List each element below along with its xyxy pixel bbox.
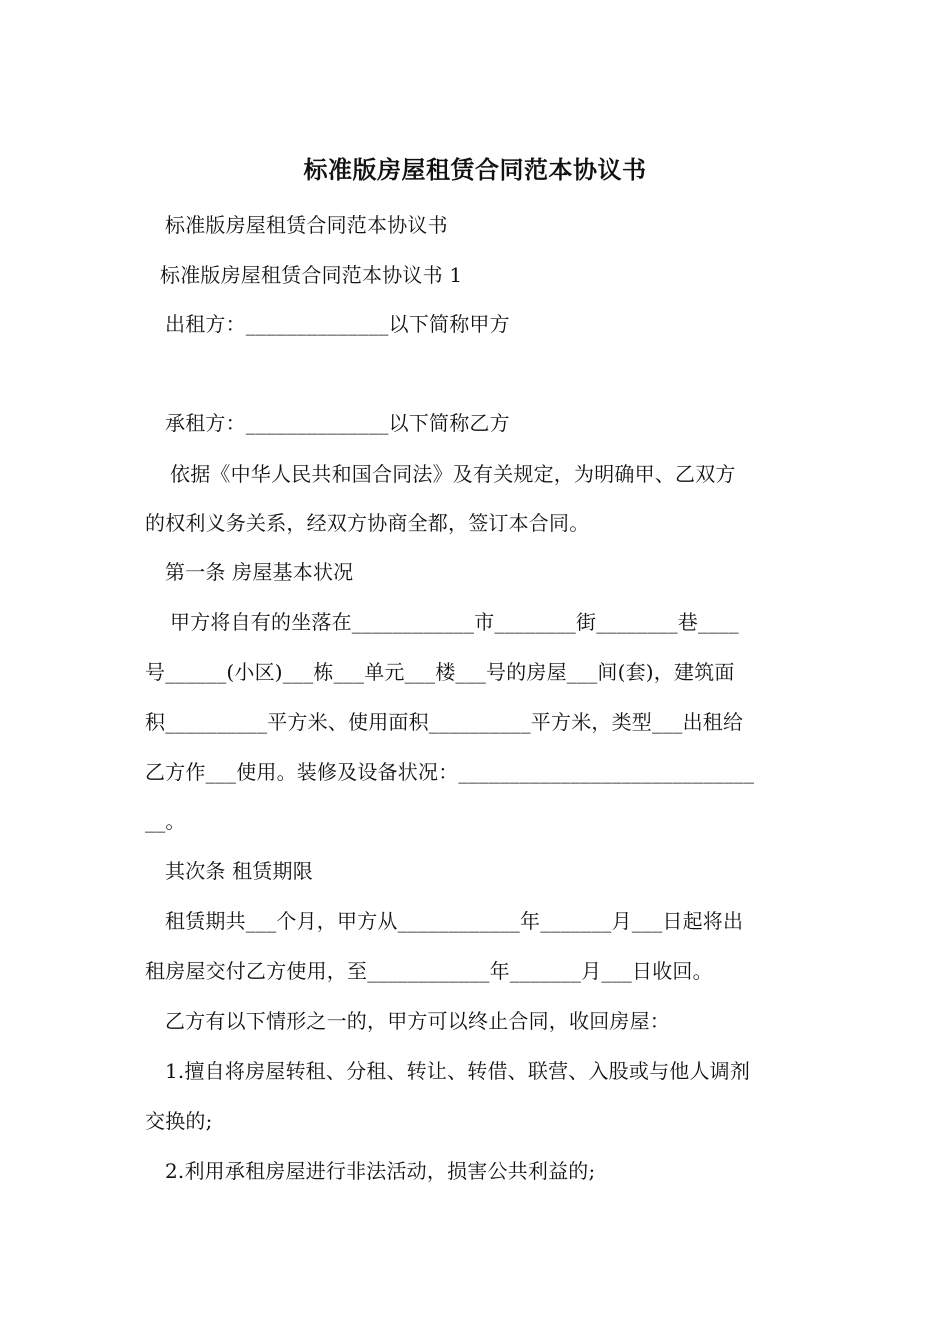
list-item-line: 2.利用承租房屋进行非法活动，损害公共利益的; [165, 1159, 596, 1183]
list-item-line: 1.擅自将房屋转租、分租、转让、转借、联营、入股或与他人调剂 [165, 1059, 751, 1083]
body-paragraph-line: 依据《中华人民共和国合同法》及有关规定，为明确甲、乙双方 [170, 462, 736, 486]
body-paragraph-line: __。 [145, 809, 186, 833]
body-paragraph-line: 积__________平方米、使用面积__________平方米，类型___出租给 [145, 710, 744, 734]
body-paragraph-line: 租房屋交付乙方使用，至____________年_______月___日收回。 [145, 959, 713, 983]
article-heading: 第一条 房屋基本状况 [165, 560, 354, 584]
list-item-line: 交换的; [145, 1109, 213, 1133]
body-paragraph-line: 乙方有以下情形之一的，甲方可以终止合同，收回房屋： [165, 1009, 670, 1033]
body-paragraph-line: 租赁期共___个月，甲方从____________年_______月___日起将出 [165, 909, 744, 933]
lessor-line: 出租方：______________以下简称甲方 [165, 312, 510, 336]
subtitle-line: 标准版房屋租赁合同范本协议书 [165, 213, 448, 237]
lessee-line: 承租方：______________以下简称乙方 [165, 411, 510, 435]
body-paragraph-line: 的权利义务关系，经双方协商全都，签订本合同。 [145, 511, 590, 535]
body-paragraph-line: 号______(小区)___栋___单元___楼___号的房屋___间(套)，建筑面 [145, 660, 735, 684]
subtitle-line-numbered: 标准版房屋租赁合同范本协议书 1 [160, 263, 463, 287]
document-title: 标准版房屋租赁合同范本协议书 [303, 155, 647, 184]
body-paragraph-line: 甲方将自有的坐落在____________市________街________巷____ [170, 610, 739, 634]
article-heading: 其次条 租赁期限 [165, 859, 313, 883]
body-paragraph-line: 乙方作___使用。装修及设备状况：_____________________________ [145, 760, 755, 784]
